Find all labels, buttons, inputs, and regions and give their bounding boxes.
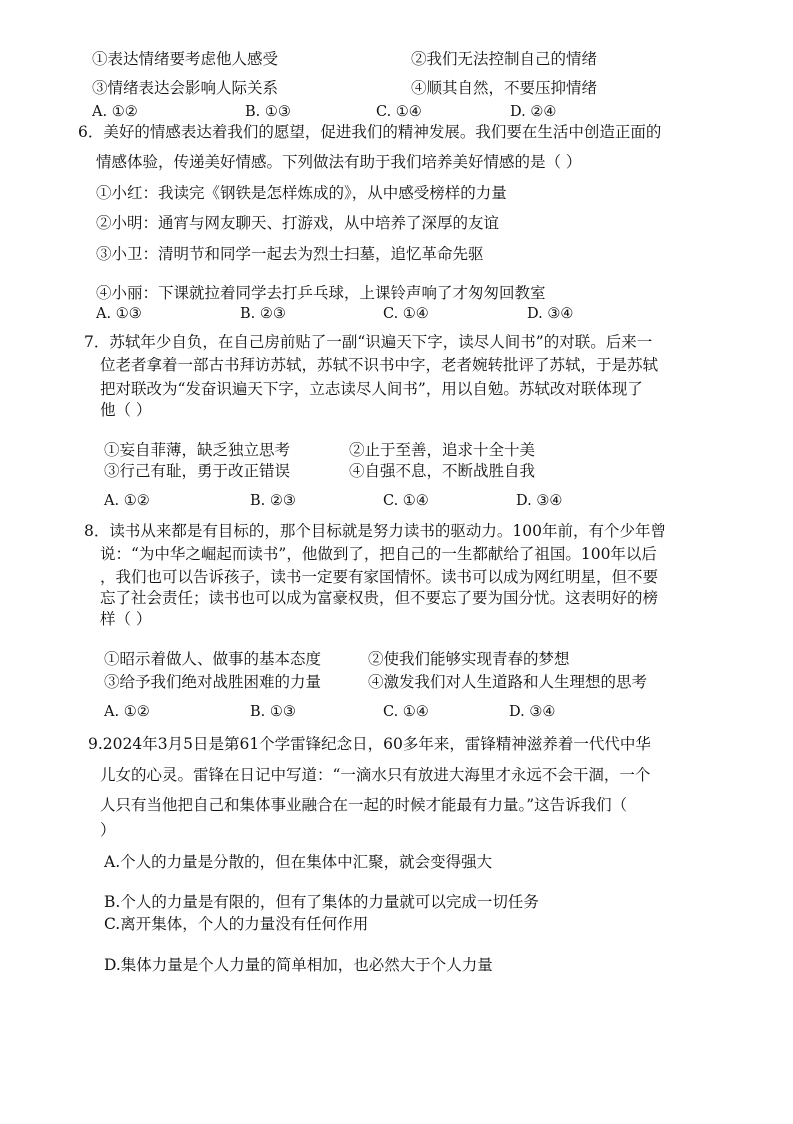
q7-statement-2: ②止于至善，追求十全十美 — [349, 441, 536, 459]
q8-stem-line-5: 样（ ） — [100, 610, 152, 628]
q7-option-d[interactable]: D. ③④ — [516, 493, 563, 509]
q8-stem-line-1: 8．读书从来都是有目标的，那个目标就是努力读书的驱动力。100年前，有个少年曾 — [84, 522, 666, 540]
q8-stem-line-2: 说：“为中华之崛起而读书”，他做到了，把自己的一生都献给了祖国。100年以后 — [100, 545, 657, 563]
q8-statement-1: ①昭示着做人、做事的基本态度 — [104, 650, 322, 668]
q9-stem-line-4: ） — [100, 821, 116, 839]
q6-option-b[interactable]: B. ②③ — [240, 306, 286, 322]
q6-option-a[interactable]: A. ①③ — [96, 306, 142, 322]
q6-statement-1: ①小红：我读完《钢铁是怎样炼成的》，从中感受榜样的力量 — [96, 184, 507, 202]
q7-stem-line-4: 他（ ） — [100, 401, 152, 419]
q9-option-a[interactable]: A.个人的力量是分散的，但在集体中汇聚，就会变得强大 — [104, 853, 493, 871]
q8-option-d[interactable]: D. ③④ — [509, 704, 556, 720]
q9-option-c[interactable]: C.离开集体，个人的力量没有任何作用 — [104, 915, 369, 933]
q6-option-c[interactable]: C. ①④ — [383, 306, 429, 322]
q7-statement-4: ④自强不息，不断战胜自我 — [349, 462, 536, 480]
q8-statement-3: ③给予我们绝对战胜困难的力量 — [104, 673, 322, 691]
q5-statement-3: ③情绪表达会影响人际关系 — [92, 79, 279, 97]
q5-statement-1: ①表达情绪要考虑他人感受 — [92, 50, 279, 68]
q9-option-d[interactable]: D.集体力量是个人力量的简单相加，也必然大于个人力量 — [104, 956, 493, 974]
q5-statement-4: ④顺其自然，不要压抑情绪 — [411, 79, 598, 97]
q7-option-b[interactable]: B. ②③ — [250, 493, 296, 509]
q8-statement-4: ④激发我们对人生道路和人生理想的思考 — [368, 673, 648, 691]
q9-option-b[interactable]: B.个人的力量是有限的，但有了集体的力量就可以完成一切任务 — [104, 893, 539, 911]
q8-stem-line-4: 忘了社会责任；读书也可以成为富豪权贵，但不要忘了要为国分忧。这表明好的榜 — [100, 589, 659, 607]
q7-stem-line-3: 把对联改为“发奋识遍天下字，立志读尽人间书”，用以自勉。苏轼改对联体现了 — [100, 380, 643, 398]
q9-stem-line-1: 9.2024年3月5日是第61个学雷锋纪念日，60多年来，雷锋精神滋养着一代代中华 — [88, 735, 651, 753]
q7-option-c[interactable]: C. ①④ — [383, 493, 429, 509]
q8-statement-2: ②使我们能够实现青春的梦想 — [368, 650, 570, 668]
q8-stem-line-3: ，我们也可以告诉孩子，读书一定要有家国情怀。读书可以成为网红明星，但不要 — [100, 568, 659, 586]
q5-option-d[interactable]: D. ②④ — [510, 104, 557, 120]
q6-stem-line-1: 6．美好的情感表达着我们的愿望，促进我们的精神发展。我们要在生活中创造正面的 — [78, 123, 662, 141]
q5-option-b[interactable]: B. ①③ — [245, 104, 291, 120]
q9-stem-line-2: 儿女的心灵。雷锋在日记中写道：“一滴水只有放进大海里才永远不会干涸，一个 — [100, 766, 651, 784]
q7-statement-3: ③行己有耻，勇于改正错误 — [104, 462, 291, 480]
q6-statement-2: ②小明：通宵与网友聊天、打游戏，从中培养了深厚的友谊 — [96, 214, 500, 232]
q5-option-c[interactable]: C. ①④ — [376, 104, 422, 120]
q7-option-a[interactable]: A. ①② — [104, 493, 150, 509]
q7-stem-line-2: 位老者拿着一部古书拜访苏轼，苏轼不识书中字，老者婉转批评了苏轼，于是苏轼 — [100, 356, 659, 374]
q5-option-a[interactable]: A. ①② — [92, 104, 138, 120]
q6-stem-line-2: 情感体验，传递美好情感。下列做法有助于我们培养美好情感的是（ ） — [96, 153, 582, 171]
q8-option-a[interactable]: A. ①② — [104, 704, 150, 720]
q7-stem-line-1: 7．苏轼年少自负，在自己房前贴了一副“识遍天下字，读尽人间书”的对联。后来一 — [84, 333, 653, 351]
q8-option-c[interactable]: C. ①④ — [383, 704, 429, 720]
q9-stem-line-3: 人只有当他把自己和集体事业融合在一起的时候才能最有力量。”这告诉我们（ — [100, 796, 628, 814]
q7-statement-1: ①妄自菲薄，缺乏独立思考 — [104, 441, 291, 459]
q8-option-b[interactable]: B. ①③ — [250, 704, 296, 720]
q6-statement-3: ③小卫：清明节和同学一起去为烈士扫墓，追忆革命先驱 — [96, 245, 484, 263]
q6-option-d[interactable]: D. ③④ — [527, 306, 574, 322]
q5-statement-2: ②我们无法控制自己的情绪 — [411, 50, 598, 68]
q6-statement-4: ④小丽：下课就拉着同学去打乒乓球，上课铃声响了才匆匆回教室 — [96, 284, 546, 302]
